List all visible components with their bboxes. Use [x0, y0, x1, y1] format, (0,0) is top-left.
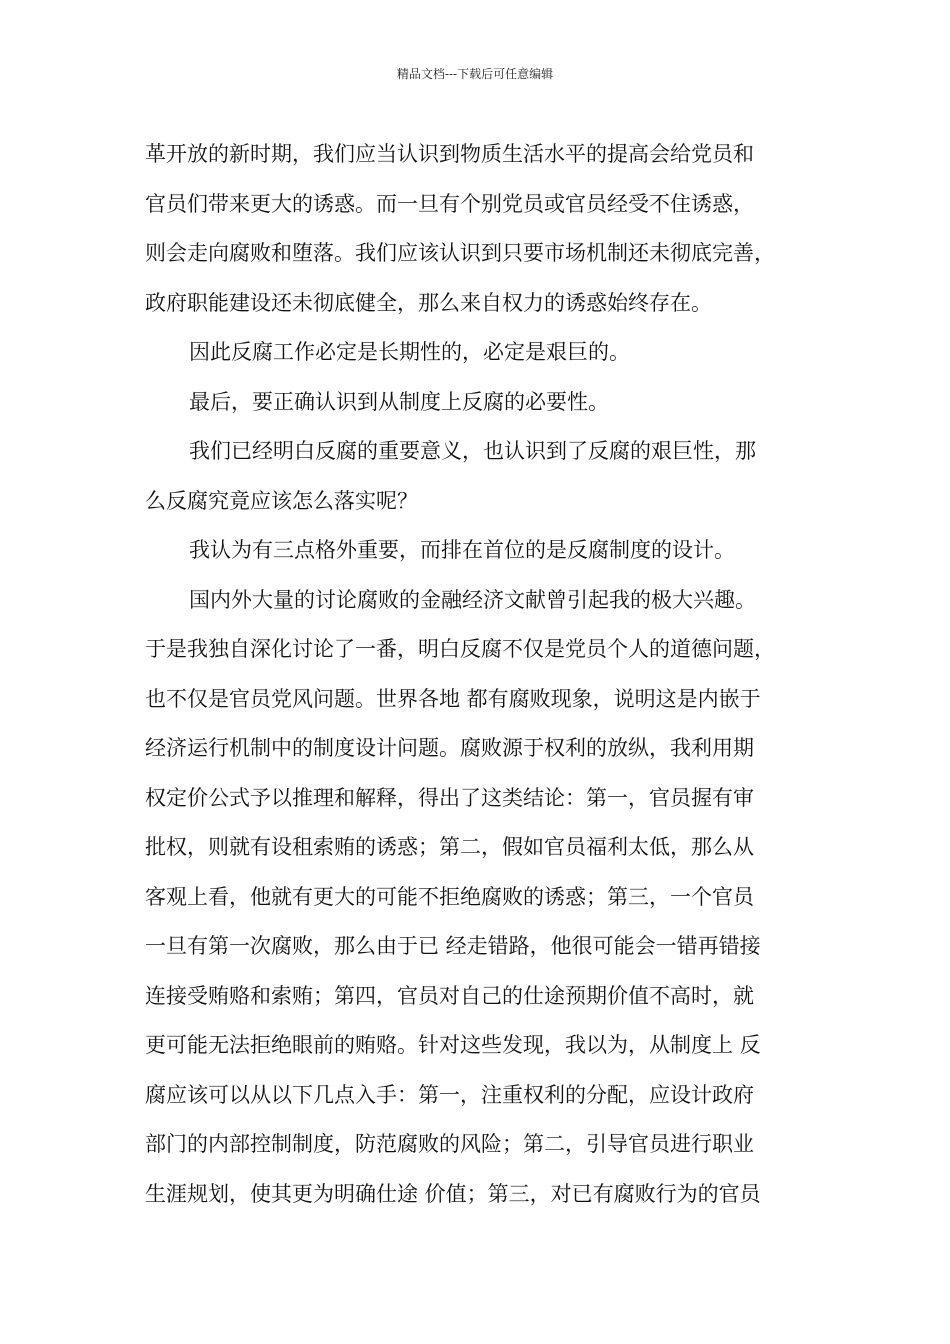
- text-line: 权定价公式予以推理和解释，得出了这类结论：第一，官员握有审: [145, 785, 754, 810]
- text-line: 一旦有第一次腐败，那么由于已 经走错路，他很可能会一错再错接: [145, 934, 761, 958]
- text-line: 最后，要正确认识到从制度上反腐的必要性。: [189, 389, 609, 414]
- text-line: 批权，则就有设租索贿的诱惑；第二，假如官员福利太低，那么从: [145, 835, 754, 859]
- text-line: 我们已经明白反腐的重要意义，也认识到了反腐的艰巨性，那: [189, 439, 756, 463]
- text-line: 更可能无法拒绝眼前的贿赂。针对这些发现，我以为，从制度上 反: [145, 1033, 761, 1057]
- text-line: 连接受贿赂和索贿；第四，官员对自己的仕途预期价值不高时，就: [145, 983, 754, 1008]
- document-body: [145, 130, 810, 1219]
- text-line: 则会走向腐败和堕落。我们应该认识到只要市场机制还未彻底完善，: [145, 241, 775, 265]
- text-line: 因此反腐工作必定是长期性的，必定是艰巨的。: [189, 340, 630, 364]
- text-line: 革开放的新时期，我们应当认识到物质生活水平的提高会给党员和: [145, 142, 754, 166]
- text-line: 官员们带来更大的诱惑。而一旦有个别党员或官员经受不住诱惑，: [145, 191, 754, 216]
- text-line: 客观上看，他就有更大的可能不拒绝腐败的诱惑；第三，一个官员: [145, 884, 754, 909]
- text-line: 政府职能建设还未彻底健全，那么来自权力的诱惑始终存在。: [145, 290, 712, 315]
- text-line: 生涯规划，使其更为明确仕途 价值；第三，对已有腐败行为的官员: [145, 1181, 761, 1206]
- text-line: 国内外大量的讨论腐败的金融经济文献曾引起我的极大兴趣。: [189, 587, 756, 612]
- text-line: 我认为有三点格外重要，而排在首位的是反腐制度的设计。: [189, 538, 735, 562]
- text-line: 部门的内部控制制度，防范腐败的风险；第二，引导官员进行职业: [145, 1132, 754, 1156]
- page-header: 精品文档---下载后可任意编辑: [396, 67, 554, 81]
- text-line: 么反腐究竟应该怎么落实呢？: [145, 488, 418, 513]
- text-line: 于是我独自深化讨论了一番，明白反腐不仅是党员个人的道德问题，: [145, 637, 775, 661]
- text-line: 腐应该可以从以下几点入手：第一，注重权利的分配，应设计政府: [145, 1082, 754, 1107]
- text-line: 经济运行机制中的制度设计问题。腐败源于权利的放纵，我利用期: [145, 736, 754, 760]
- text-line: 也不仅是官员党风问题。世界各地 都有腐败现象，说明这是内嵌于: [145, 686, 761, 711]
